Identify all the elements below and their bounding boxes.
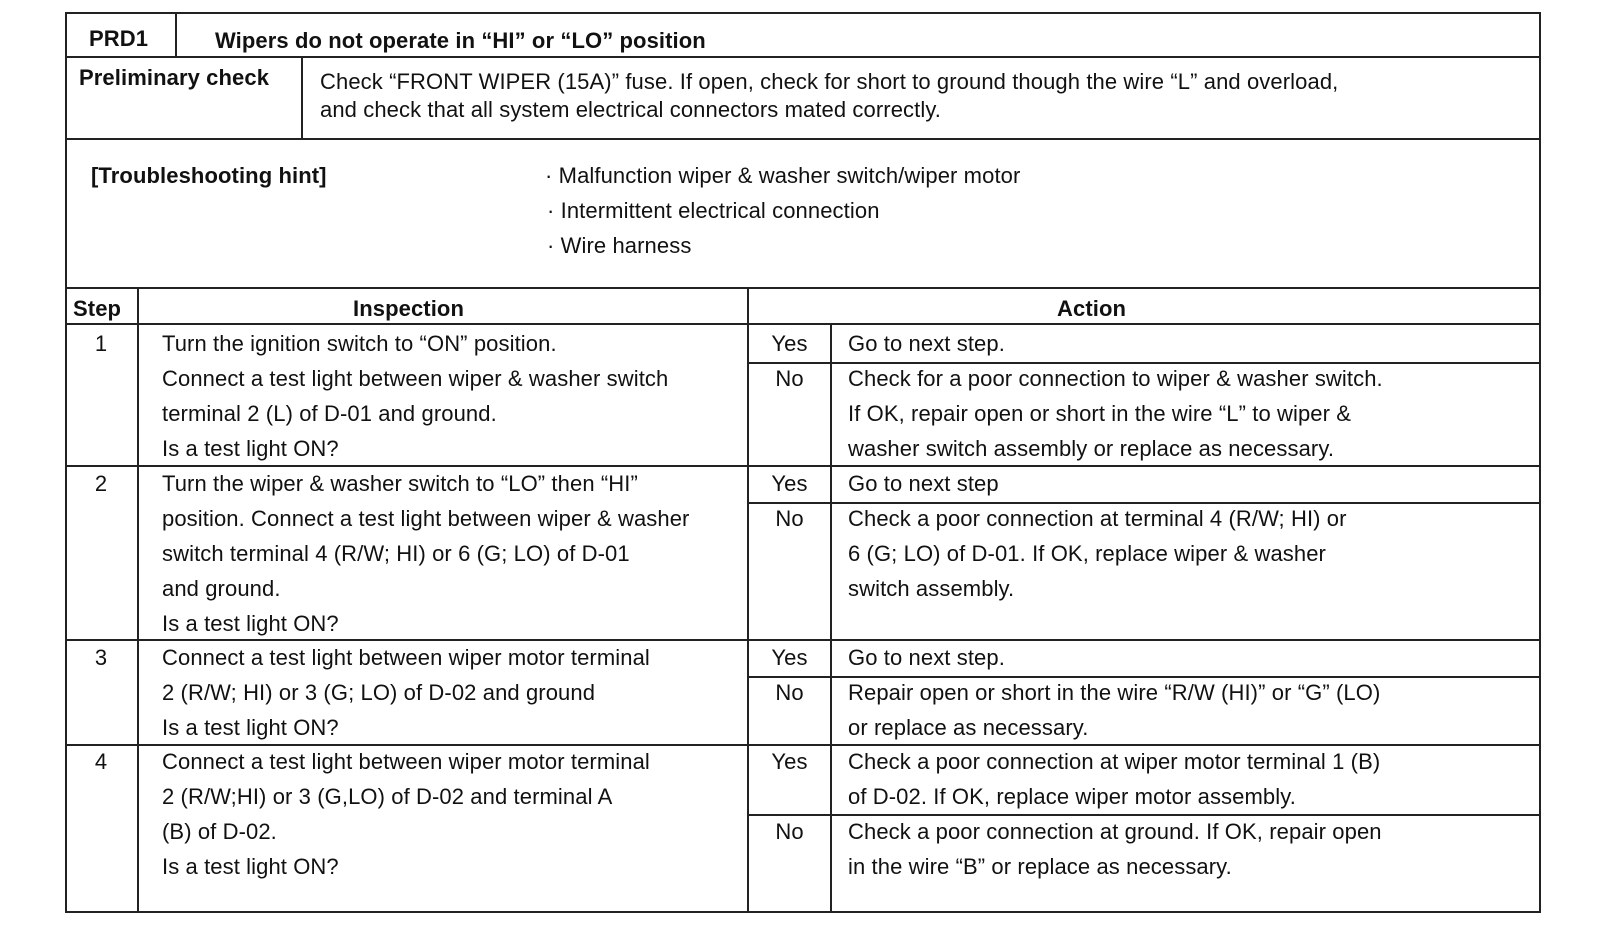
hint-item: · Intermittent electrical connection — [547, 198, 880, 223]
yes-label: Yes — [771, 645, 808, 670]
action-line: Check a poor connection at terminal 4 (R/W; HI) or — [848, 506, 1347, 531]
divider — [65, 138, 1541, 140]
step-number: 1 — [94, 331, 108, 356]
preliminary-check-text: Check “FRONT WIPER (15A)” fuse. If open, check for short to ground though the wire “L” and overload, — [320, 69, 1339, 94]
step-number: 3 — [94, 645, 108, 670]
hint-item: · Wire harness — [547, 233, 692, 258]
action-line: Check for a poor connection to wiper & washer switch. — [848, 366, 1383, 391]
action-line: Check a poor connection at wiper motor terminal 1 (B) — [848, 749, 1381, 774]
action-line: of D-02. If OK, replace wiper motor assembly. — [848, 784, 1296, 809]
inspection-line: terminal 2 (L) of D-01 and ground. — [162, 401, 497, 426]
troubleshooting-hint-label: [Troubleshooting hint] — [91, 163, 327, 188]
action-column-header: Action — [1057, 296, 1127, 321]
divider — [137, 287, 139, 913]
inspection-line: (B) of D-02. — [162, 819, 277, 844]
no-label: No — [775, 366, 804, 391]
divider — [65, 287, 1541, 289]
action-line: Check a poor connection at ground. If OK, repair open — [848, 819, 1382, 844]
procedure-code: PRD1 — [89, 26, 149, 51]
inspection-column-header: Inspection — [353, 296, 465, 321]
inspection-line: 2 (R/W;HI) or 3 (G,LO) of D-02 and terminal A — [162, 784, 613, 809]
inspection-line: 2 (R/W; HI) or 3 (G; LO) of D-02 and ground — [162, 680, 596, 705]
yes-label: Yes — [771, 471, 808, 496]
action-line: If OK, repair open or short in the wire “L” to wiper & — [848, 401, 1352, 426]
inspection-line: Turn the ignition switch to “ON” position. — [162, 331, 557, 356]
inspection-line: Connect a test light between wiper & washer switch — [162, 366, 669, 391]
inspection-line: Is a test light ON? — [162, 854, 339, 879]
inspection-line: Connect a test light between wiper motor terminal — [162, 645, 650, 670]
troubleshooting-document — [65, 12, 1541, 913]
step-column-header: Step — [73, 296, 122, 321]
inspection-line: switch terminal 4 (R/W; HI) or 6 (G; LO) of D-01 — [162, 541, 630, 566]
divider — [175, 12, 177, 58]
inspection-line: Turn the wiper & washer switch to “LO” then “HI” — [162, 471, 638, 496]
action-line: Repair open or short in the wire “R/W (HI)” or “G” (LO) — [848, 680, 1381, 705]
yes-label: Yes — [771, 331, 808, 356]
hint-item: · Malfunction wiper & washer switch/wiper motor — [545, 163, 1021, 188]
procedure-title: Wipers do not operate in “HI” or “LO” position — [215, 28, 706, 53]
action-line: in the wire “B” or replace as necessary. — [848, 854, 1232, 879]
yes-label: Yes — [771, 749, 808, 774]
step-number: 2 — [94, 471, 108, 496]
action-line: Go to next step — [848, 471, 999, 496]
inspection-line: Is a test light ON? — [162, 611, 339, 636]
divider — [830, 323, 832, 913]
inspection-line: Connect a test light between wiper motor terminal — [162, 749, 650, 774]
no-label: No — [775, 506, 804, 531]
step-number: 4 — [94, 749, 108, 774]
inspection-line: Is a test light ON? — [162, 715, 339, 740]
action-line: washer switch assembly or replace as necessary. — [848, 436, 1335, 461]
divider — [301, 56, 303, 140]
divider — [65, 323, 1541, 325]
action-line: or replace as necessary. — [848, 715, 1089, 740]
preliminary-check-text: and check that all system electrical connectors mated correctly. — [320, 97, 942, 122]
action-line: Go to next step. — [848, 331, 1005, 356]
inspection-line: position. Connect a test light between wiper & washer — [162, 506, 690, 531]
action-line: 6 (G; LO) of D-01. If OK, replace wiper & washer — [848, 541, 1326, 566]
inspection-line: Is a test light ON? — [162, 436, 339, 461]
action-line: switch assembly. — [848, 576, 1015, 601]
preliminary-check-label: Preliminary check — [79, 65, 270, 90]
inspection-line: and ground. — [162, 576, 281, 601]
no-label: No — [775, 680, 804, 705]
action-line: Go to next step. — [848, 645, 1005, 670]
no-label: No — [775, 819, 804, 844]
